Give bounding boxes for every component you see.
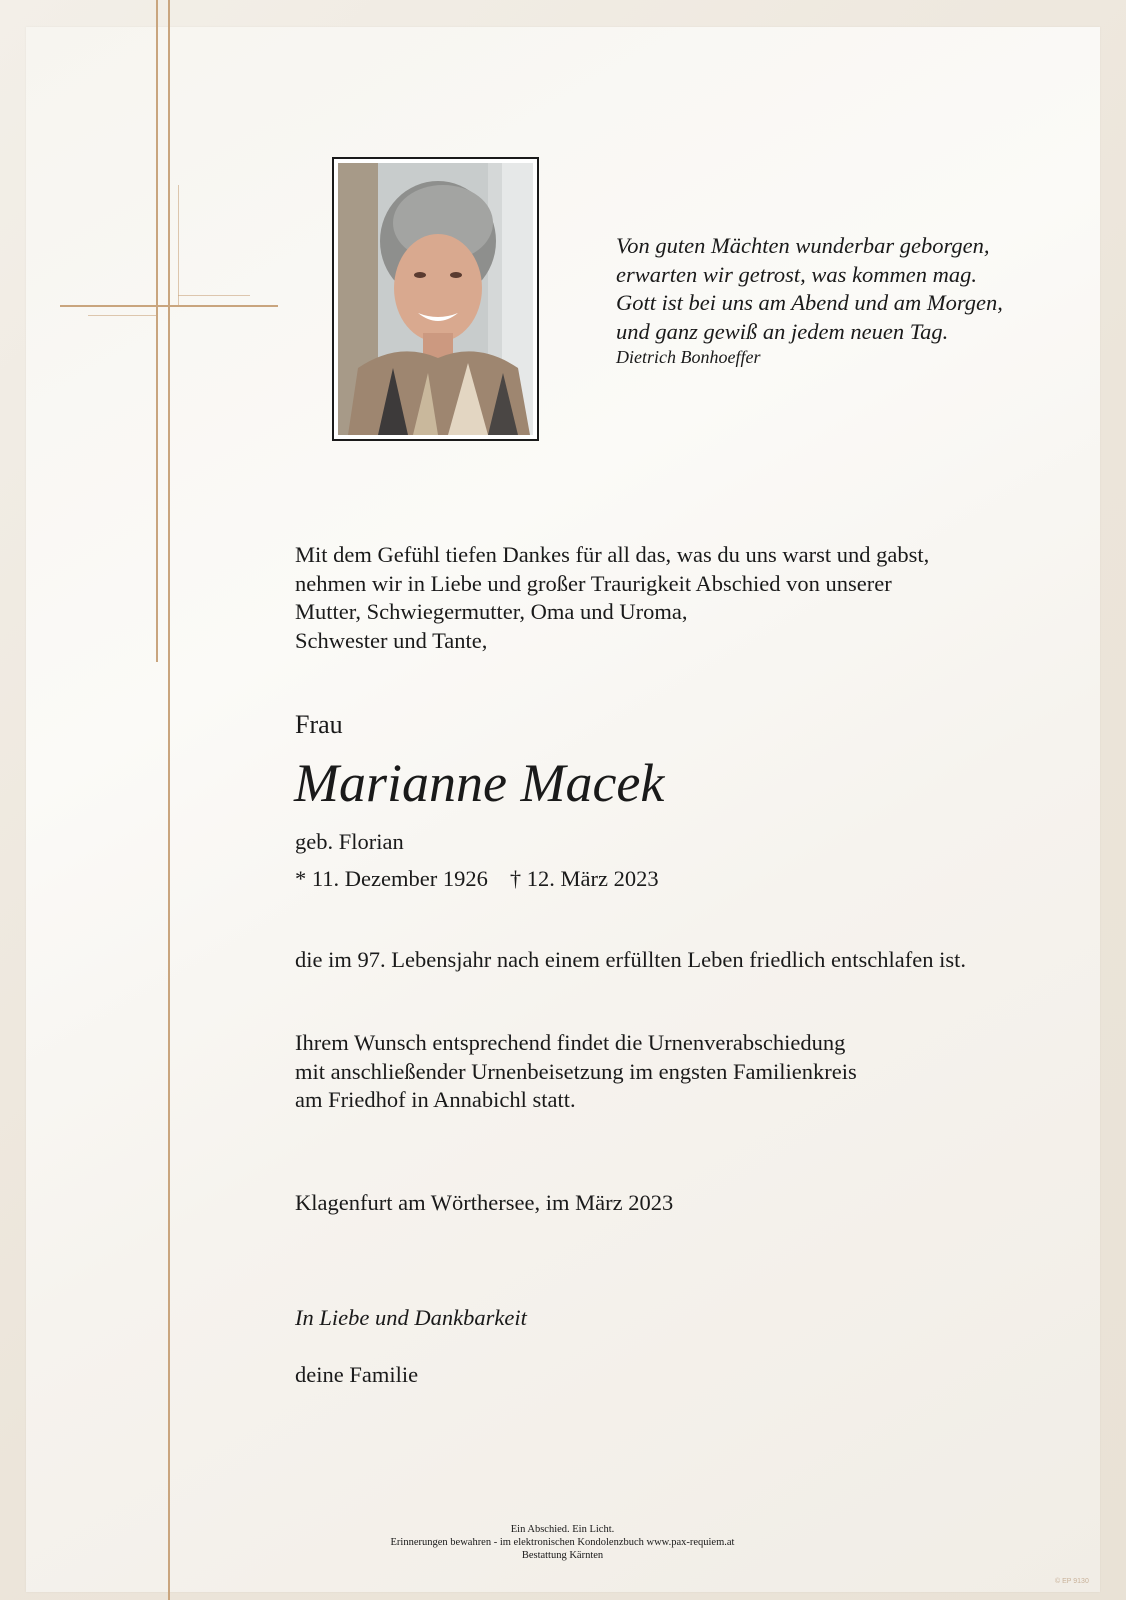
intro-line: Mutter, Schwiegermutter, Oma und Uroma, (295, 599, 688, 624)
intro-text (295, 541, 929, 655)
closing-line: In Liebe und Dankbarkeit (295, 1305, 527, 1330)
quote-line: erwarten wir getrost, was kommen mag. (616, 261, 978, 287)
footer-line: Erinnerungen bewahren - im elektronischen Kondolenzbuch www.pax-requiem.at (390, 1537, 735, 1548)
footer-line: Ein Abschied. Ein Licht. (510, 1524, 615, 1535)
footer-line: Bestattung Kärnten (521, 1550, 604, 1561)
place-date-line: Klagenfurt am Wörthersee, im März 2023 (295, 1190, 674, 1215)
intro-line: Schwester und Tante, (295, 627, 488, 653)
life-dates (295, 865, 659, 894)
birth-date: * 11. Dezember 1926 (295, 866, 488, 891)
funeral-info (295, 1029, 857, 1115)
salutation: Frau (295, 710, 343, 739)
footer (330, 1523, 795, 1562)
funeral-line: Ihrem Wunsch entsprechend findet die Urnenverabschiedung (295, 1030, 846, 1055)
closing-phrase (295, 1304, 527, 1333)
maiden-name: geb. Florian (295, 829, 404, 854)
bonhoeffer-quote (616, 232, 1076, 368)
quote-line: Gott ist bei uns am Abend und am Morgen, (616, 290, 1003, 315)
family-signature (295, 1361, 418, 1390)
family-line: deine Familie (295, 1362, 419, 1387)
quote-line: und ganz gewiß an jedem neuen Tag. (616, 318, 949, 344)
age-text (295, 946, 966, 975)
portrait-photo (338, 163, 533, 435)
quote-author: Dietrich Bonhoeffer (616, 347, 761, 367)
portrait-frame (332, 157, 539, 441)
funeral-line: mit anschließender Urnenbeisetzung im engsten Familienkreis (295, 1058, 857, 1084)
product-code: © EP 9130 (1055, 1578, 1089, 1585)
deceased-name: Marianne Macek (294, 753, 665, 813)
intro-line: nehmen wir in Liebe und großer Traurigkeit Abschied von unserer (295, 570, 892, 596)
funeral-line: am Friedhof in Annabichl statt. (295, 1087, 576, 1112)
place-date (295, 1189, 673, 1218)
intro-line: Mit dem Gefühl tiefen Dankes für all das, was du uns warst und gabst, (295, 542, 930, 567)
death-date: † 12. März 2023 (509, 866, 659, 891)
quote-line: Von guten Mächten wunderbar geborgen, (616, 233, 990, 258)
age-line: die im 97. Lebensjahr nach einem erfüllten Leben friedlich entschlafen ist. (295, 947, 966, 972)
